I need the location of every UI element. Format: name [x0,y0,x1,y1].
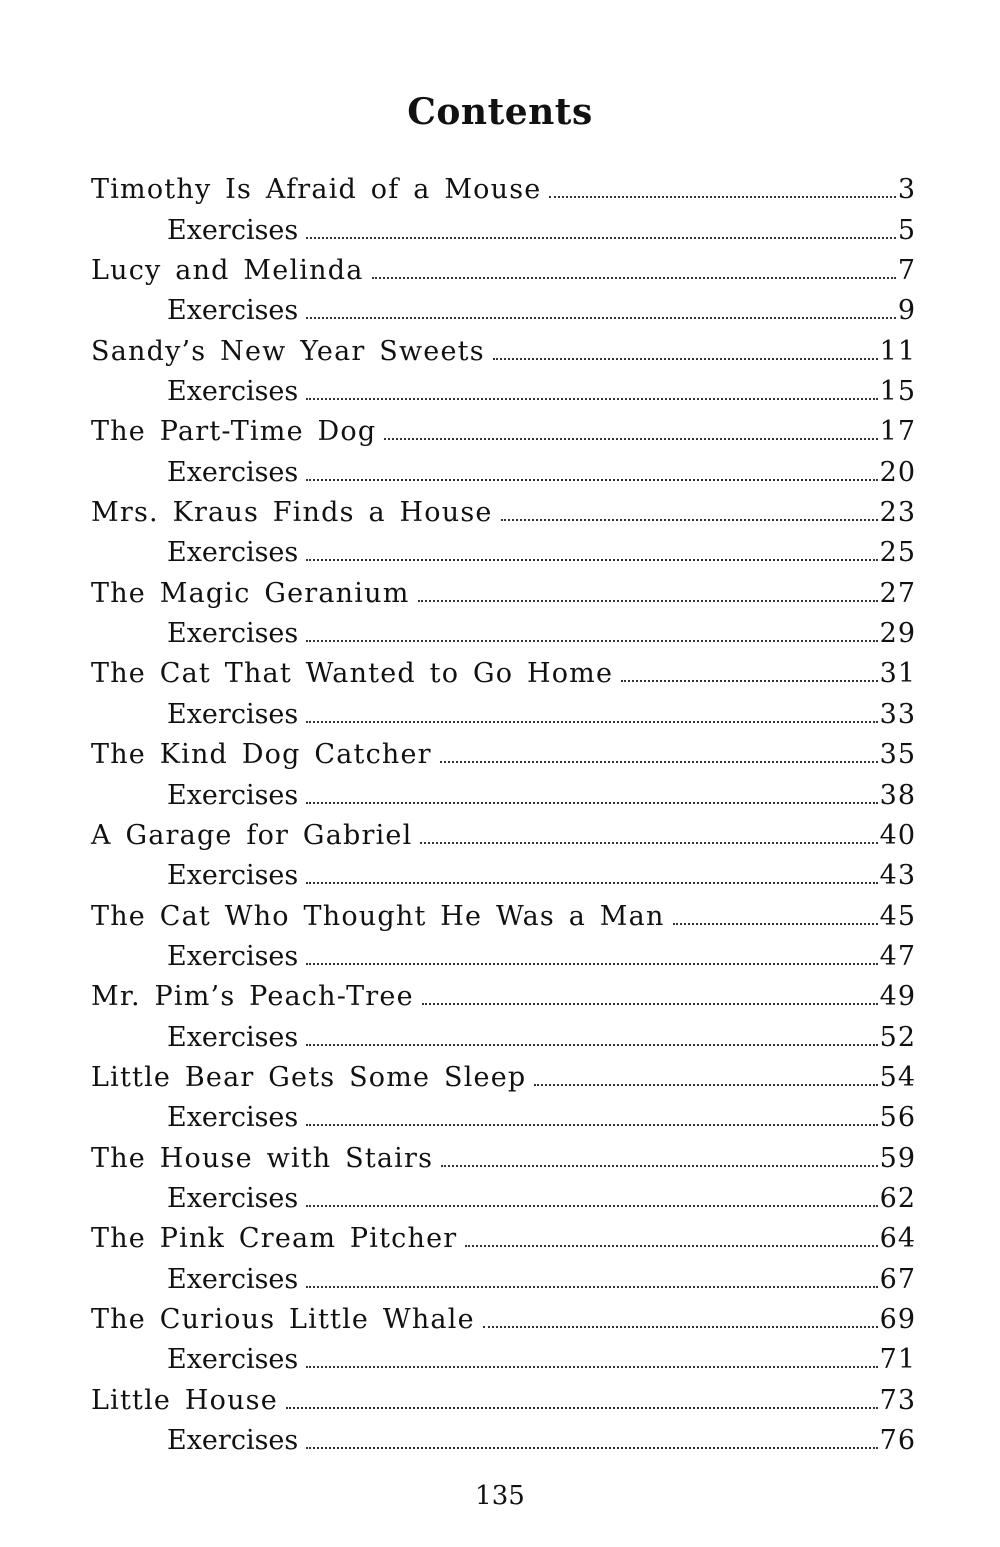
toc-exercise-label: Exercises [167,698,299,730]
dot-leader [306,720,877,723]
toc-story-page: 27 [879,577,916,609]
toc-story-title: The Cat Who Thought He Was a Man [91,900,665,932]
toc-exercise-page: 20 [879,456,916,488]
toc-exercise-label: Exercises [167,1263,299,1295]
dot-leader [306,1285,877,1288]
toc-entry [91,1134,916,1215]
dot-leader [286,1406,878,1409]
dot-leader [621,679,878,682]
toc-story-line [91,408,916,448]
toc-exercise-page: 76 [879,1425,916,1456]
toc-exercise-label: Exercises [167,1021,299,1053]
toc-entry [91,650,916,731]
toc-story-title: A Garage for Gabriel [91,819,413,851]
toc-exercise-page: 29 [879,618,916,650]
toc-story-title: The Curious Little Whale [91,1303,475,1335]
toc-exercise-page: 56 [879,1102,916,1134]
toc-exercise-line [91,1417,916,1457]
toc-exercise-line [91,690,916,730]
toc-story-title: The House with Stairs [91,1142,434,1174]
dot-leader [422,1002,878,1005]
toc-exercise-line [91,206,916,246]
dot-leader [306,962,877,965]
toc-story-line [91,1296,916,1336]
toc-exercise-line [91,1094,916,1134]
toc-story-page: 40 [879,819,916,851]
toc-story-title: Lucy and Melinda [91,255,364,287]
toc-exercise-line [91,1336,916,1376]
page-title: Contents [407,91,593,133]
toc-entry [91,408,916,489]
toc-exercise-page: 52 [879,1021,916,1053]
toc-entry [91,1296,916,1377]
dot-leader [549,195,895,198]
toc-story-page: 7 [897,255,916,287]
toc-story-page: 45 [879,900,916,932]
toc-story-line [91,1215,916,1255]
toc-exercise-label: Exercises [167,1182,299,1214]
toc-exercise-label: Exercises [167,214,299,246]
toc-exercise-page: 9 [897,295,916,327]
dot-leader [306,881,877,884]
dot-leader [306,1204,877,1207]
toc-story-page: 69 [879,1303,916,1335]
dot-leader [440,760,878,763]
toc-exercise-line [91,933,916,973]
toc-exercise-page: 15 [879,376,916,408]
toc-story-page: 23 [879,497,916,529]
toc-exercise-label: Exercises [167,618,299,650]
dot-leader [306,801,877,804]
toc-entry [91,1215,916,1296]
dot-leader [372,276,896,279]
dot-leader [420,841,877,844]
dot-leader [306,1365,877,1368]
toc-story-line [91,1054,916,1094]
toc-exercise-line [91,448,916,488]
toc-story-title: Sandy’s New Year Sweets [91,335,485,367]
toc-entry [91,812,916,893]
toc-story-line [91,489,916,529]
toc-story-line [91,327,916,367]
toc-story-line [91,247,916,287]
toc-story-page: 31 [879,658,916,690]
dot-leader [465,1244,877,1247]
toc-exercise-page: 33 [879,698,916,730]
toc-entry [91,327,916,408]
toc-exercise-label: Exercises [167,1102,299,1134]
toc-story-page: 59 [879,1142,916,1174]
toc-exercise-page: 25 [879,537,916,569]
toc-exercise-label: Exercises [167,860,299,892]
dot-leader [418,599,878,602]
toc-story-page: 73 [879,1384,916,1416]
dot-leader [306,478,877,481]
toc-exercise-page: 67 [879,1263,916,1295]
toc-story-page: 11 [879,335,916,367]
toc-exercise-label: Exercises [167,940,299,972]
toc-exercise-label: Exercises [167,456,299,488]
toc-entry [91,1376,916,1457]
toc-story-title: Little House [91,1384,278,1416]
toc-story-title: Mrs. Kraus Finds a House [91,497,493,529]
toc-story-title: The Kind Dog Catcher [91,739,432,771]
dot-leader [306,1043,877,1046]
toc-exercise-page: 38 [879,779,916,811]
toc-exercise-line [91,368,916,408]
toc-story-page: 64 [879,1223,916,1255]
toc-story-line [91,812,916,852]
toc-story-line [91,1376,916,1416]
toc-story-title: Little Bear Gets Some Sleep [91,1061,527,1093]
toc-story-line [91,973,916,1013]
toc-exercise-label: Exercises [167,295,299,327]
dot-leader [306,316,896,319]
toc-story-page: 35 [879,739,916,771]
toc-story-page: 49 [879,981,916,1013]
toc-exercise-label: Exercises [167,1344,299,1376]
toc-story-title: The Magic Geranium [91,577,410,609]
dot-leader [534,1083,877,1086]
dot-leader [306,1123,877,1126]
toc-story-line [91,731,916,771]
dot-leader [306,639,877,642]
toc-exercise-line [91,1255,916,1295]
toc-story-line [91,650,916,690]
toc-exercise-page: 43 [879,860,916,892]
dot-leader [384,437,877,440]
toc-story-page: 17 [879,416,916,448]
dot-leader [306,236,896,239]
toc-story-title: The Part-Time Dog [91,416,377,448]
toc-story-page: 3 [897,174,916,206]
toc-story-title: The Pink Cream Pitcher [91,1223,458,1255]
toc-exercise-page: 62 [879,1182,916,1214]
toc-exercise-page: 47 [879,940,916,972]
page-number: 135 [475,1481,525,1511]
toc-entry [91,1054,916,1135]
toc-story-line [91,1134,916,1174]
toc-exercise-line [91,1175,916,1215]
toc-story-page: 54 [879,1061,916,1093]
toc-story-title: Mr. Pim’s Peach-Tree [91,981,414,1013]
toc-exercise-page: 71 [879,1344,916,1376]
toc-entry [91,892,916,973]
toc-entry [91,731,916,812]
toc-exercise-label: Exercises [167,779,299,811]
toc-entry [91,569,916,650]
toc-exercise-label: Exercises [167,376,299,408]
toc-story-title: The Cat That Wanted to Go Home [91,658,614,690]
dot-leader [483,1325,878,1328]
toc-exercise-label: Exercises [167,537,299,569]
toc-entry [91,247,916,328]
toc-story-title: Timothy Is Afraid of a Mouse [91,174,542,206]
toc-exercise-line [91,287,916,327]
dot-leader [501,518,878,521]
toc-exercise-line [91,529,916,569]
dot-leader [493,357,878,360]
toc-entry [91,489,916,570]
toc-entry [91,166,916,247]
toc-story-line [91,892,916,932]
toc-exercise-line [91,852,916,892]
toc-exercise-line [91,1013,916,1053]
dot-leader [306,397,877,400]
toc-entry [91,973,916,1054]
toc-exercise-label: Exercises [167,1425,299,1456]
dot-leader [673,922,878,925]
toc-story-line [91,166,916,206]
dot-leader [441,1164,877,1167]
toc-story-line [91,569,916,609]
toc-exercise-page: 5 [897,214,916,246]
toc-exercise-line [91,771,916,811]
toc-exercise-line [91,610,916,650]
dot-leader [306,558,877,561]
dot-leader [306,1446,877,1449]
table-of-contents [91,166,916,1457]
